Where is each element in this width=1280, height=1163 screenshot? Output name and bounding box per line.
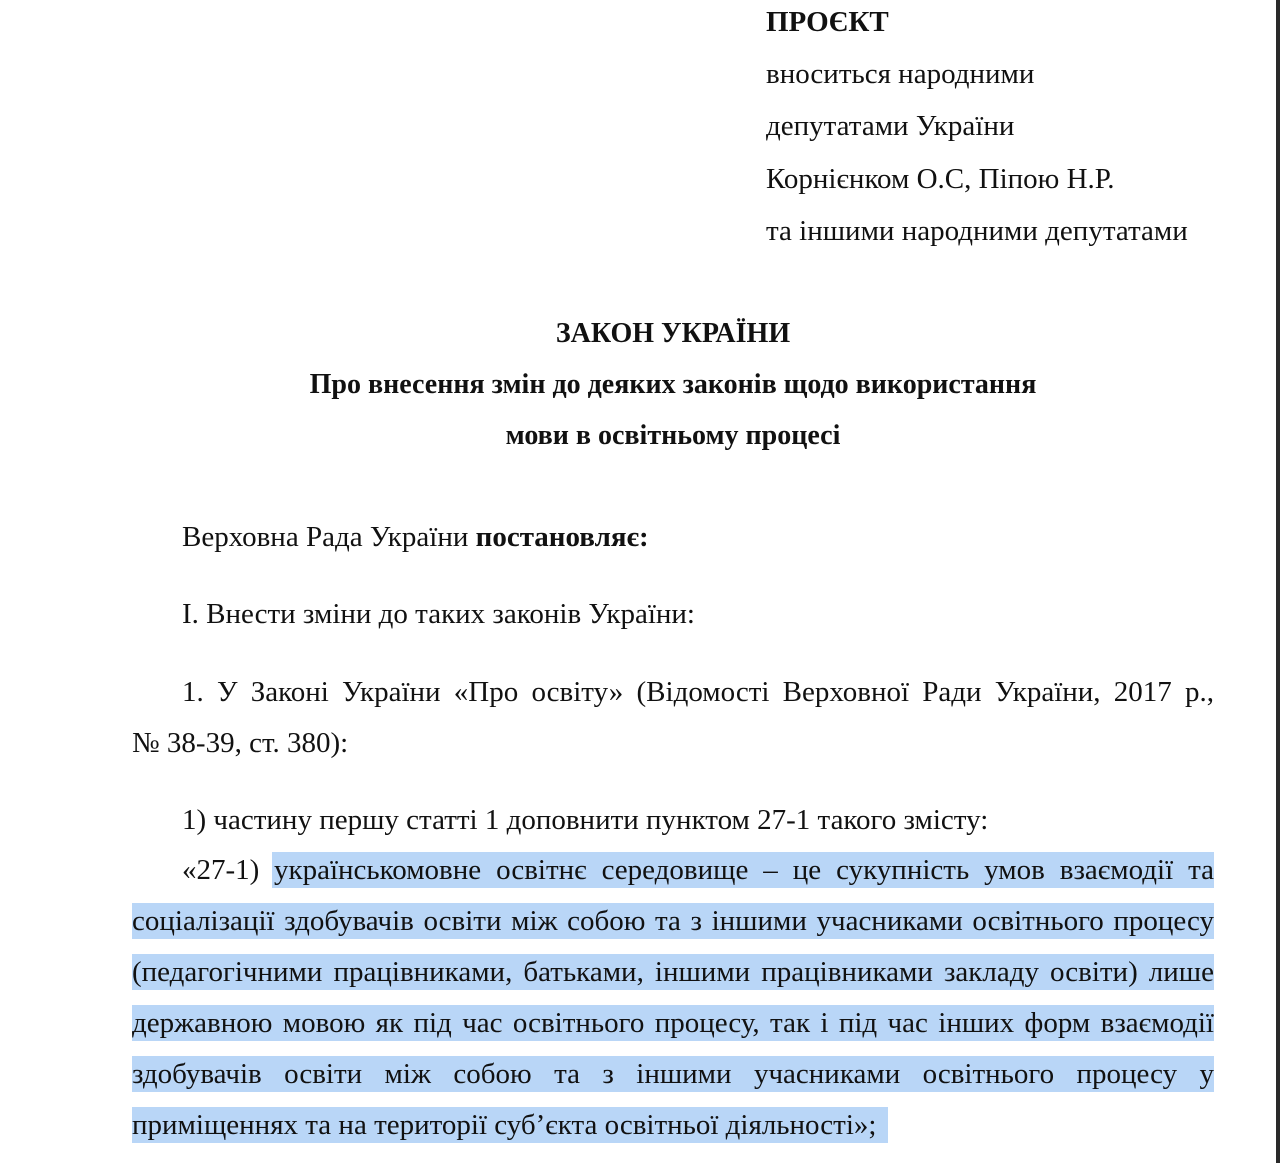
- preamble: [182, 519, 649, 555]
- project-label: ПРОЄКТ: [766, 6, 889, 38]
- header-line-3: Корнієнком О.С, Піпою Н.Р.: [766, 163, 1115, 195]
- quote-line-5: здобувачів освіти між собою та з іншими учасниками освітнього процесу у: [132, 1058, 1214, 1090]
- law-title: ЗАКОН УКРАЇНИ: [555, 318, 791, 349]
- page-edge-border: [1276, 0, 1280, 1163]
- preamble-bold: постановляє:: [475, 521, 649, 553]
- header-line-2: депутатами України: [766, 110, 1015, 142]
- preamble-text: Верховна Рада України: [182, 521, 476, 553]
- law-subtitle-line-1: Про внесення змін до деяких законів щодо використання: [309, 369, 1037, 400]
- quote-line-1: українськомовне освітнє середовище – це сукупність умов взаємодії та: [274, 854, 1214, 886]
- item-1-line-1: 1. У Законі України «Про освіту» (Відомості Верховної Ради України, 2017 р.,: [182, 676, 1214, 708]
- quote-line-4: державною мовою як під час освітнього процесу, так і під час інших форм взаємодії: [132, 1007, 1214, 1039]
- header-line-1: вноситься народними: [766, 58, 1035, 90]
- header-line-4: та іншими народними депутатами: [766, 215, 1188, 247]
- law-subtitle-line-2: мови в освітньому процесі: [505, 420, 841, 451]
- quote-line-2: соціалізації здобувачів освіти між собою та з іншими учасниками освітнього процесу: [132, 905, 1214, 937]
- quote-line-6: приміщеннях та на території суб’єкта освітньої діяльності»;: [132, 1109, 877, 1141]
- item-1-line-2: № 38-39, ст. 380):: [132, 727, 349, 759]
- quote-line-3: (педагогічними працівниками, батьками, іншими працівниками закладу освіти) лише: [132, 956, 1214, 988]
- subitem-1: 1) частину першу статті 1 доповнити пунктом 27-1 такого змісту:: [182, 804, 989, 836]
- section-1-heading: І. Внести зміни до таких законів України:: [182, 598, 695, 630]
- quote-prefix: «27-1): [182, 854, 260, 886]
